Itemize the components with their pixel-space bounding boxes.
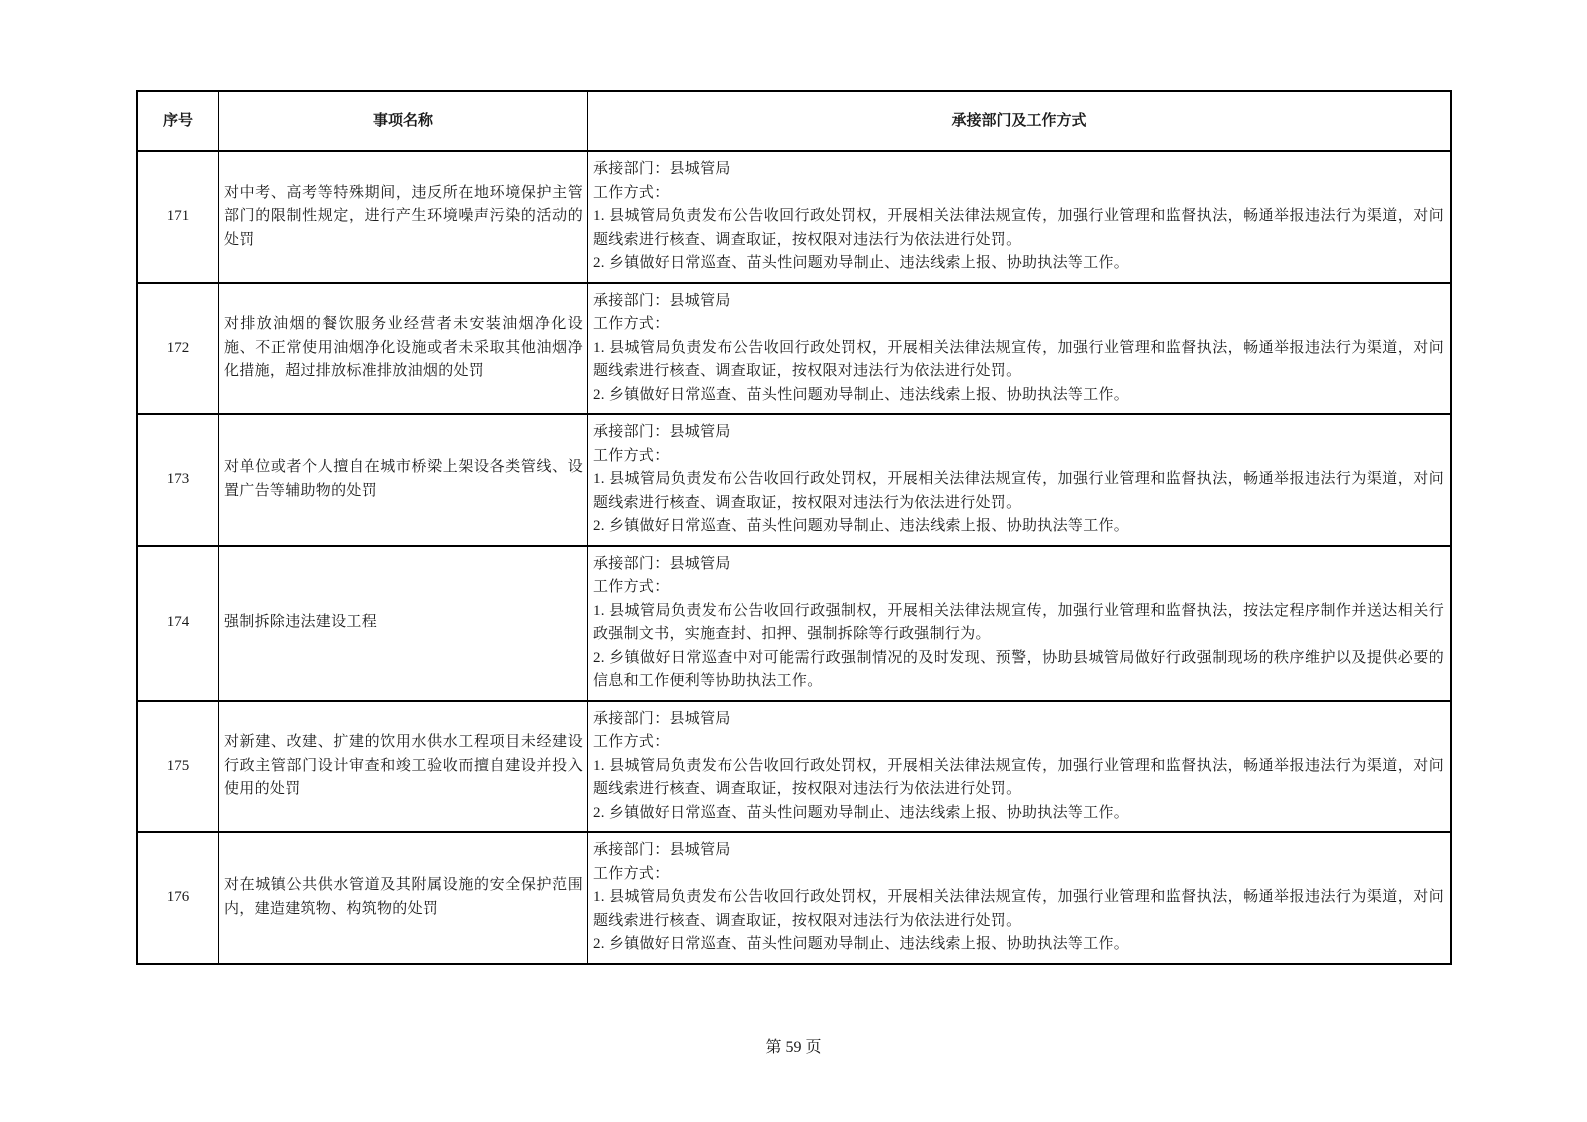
detail-line: 2. 乡镇做好日常巡查中对可能需行政强制情况的及时发现、预警，协助县城管局做好行政强制现场的秩序维护以及提供必要的信息和工作便利等协助执法工作。 [593,649,1444,689]
table-row [138,150,1450,282]
page-number: 第 59 页 [765,1039,822,1056]
row-number: 171 [166,208,190,224]
detail-line: 承接部门：县城管局 [593,161,731,177]
header-serial-number: 序号 [162,112,193,130]
row-detail [587,547,1450,700]
detail-line: 2. 乡镇做好日常巡查、苗头性问题劝导制止、违法线索上报、协助执法等工作。 [593,936,1130,952]
item-name: 对中考、高考等特殊期间，违反所在地环境保护主管部门的限制性规定，进行产生环境噪声污染的活动的处罚 [218,152,587,282]
detail-line: 工作方式： [593,865,670,882]
row-number: 176 [166,889,190,905]
header-item-name: 事项名称 [218,92,587,150]
row-number: 174 [166,614,190,631]
detail-line: 工作方式： [593,316,670,332]
detail-line: 工作方式： [593,579,670,595]
item-name: 对单位或者个人擅自在城市桥梁上架设各类管线、设置广告等辅助物的处罚 [218,415,587,545]
detail-line: 承接部门：县城管局 [593,292,731,309]
table-row [138,700,1450,832]
row-number: 173 [166,471,190,487]
detail-line: 1. 县城管局负责发布公告收回行政处罚权，开展相关法律法规宣传，加强行业管理和监督执法，畅通举报违法行为渠道，对问题线索进行核查、调查取证，按权限对违法行为依法进行处罚。 [593,471,1444,511]
row-number: 172 [166,339,190,356]
row-detail [587,415,1450,545]
row-number: 175 [166,757,190,774]
detail-line: 1. 县城管局负责发布公告收回行政处罚权，开展相关法律法规宣传，加强行业管理和监督执法，畅通举报违法行为渠道，对问题线索进行核查、调查取证，按权限对违法行为依法进行处罚。 [593,889,1444,929]
detail-line: 承接部门：县城管局 [593,710,731,727]
detail-line: 承接部门：县城管局 [593,842,731,858]
detail-line: 工作方式： [593,184,670,201]
row-detail [587,702,1450,832]
detail-line: 2. 乡镇做好日常巡查、苗头性问题劝导制止、违法线索上报、协助执法等工作。 [593,518,1130,534]
item-name: 对新建、改建、扩建的饮用水供水工程项目未经建设行政主管部门设计审查和竣工验收而擅自建设并投入使用的处罚 [218,702,587,832]
detail-line: 2. 乡镇做好日常巡查、苗头性问题劝导制止、违法线索上报、协助执法等工作。 [593,255,1130,271]
detail-line: 1. 县城管局负责发布公告收回行政处罚权，开展相关法律法规宣传，加强行业管理和监督执法，畅通举报违法行为渠道，对问题线索进行核查、调查取证，按权限对违法行为依法进行处罚。 [593,339,1444,379]
table-row [138,413,1450,545]
table-row [138,545,1450,700]
row-detail [587,152,1450,282]
detail-line: 承接部门：县城管局 [593,424,731,440]
detail-line: 1. 县城管局负责发布公告收回行政处罚权，开展相关法律法规宣传，加强行业管理和监督执法，畅通举报违法行为渠道，对问题线索进行核查、调查取证，按权限对违法行为依法进行处罚。 [593,208,1444,248]
detail-line: 2. 乡镇做好日常巡查、苗头性问题劝导制止、违法线索上报、协助执法等工作。 [593,804,1130,821]
items-table [136,90,1452,965]
detail-line: 1. 县城管局负责发布公告收回行政处罚权，开展相关法律法规宣传，加强行业管理和监督执法，畅通举报违法行为渠道，对问题线索进行核查、调查取证，按权限对违法行为依法进行处罚。 [593,757,1444,797]
header-department-method: 承接部门及工作方式 [587,92,1450,150]
table-header-row [138,92,1450,150]
detail-line: 2. 乡镇做好日常巡查、苗头性问题劝导制止、违法线索上报、协助执法等工作。 [593,386,1130,403]
table-row [138,282,1450,414]
detail-line: 工作方式： [593,447,670,464]
detail-line: 工作方式： [593,734,670,750]
item-name: 对排放油烟的餐饮服务业经营者未安装油烟净化设施、不正常使用油烟净化设施或者未采取其他油烟净化措施，超过排放标准排放油烟的处罚 [218,284,587,414]
item-name: 对在城镇公共供水管道及其附属设施的安全保护范围内，建造建筑物、构筑物的处罚 [218,833,587,963]
item-name: 强制拆除违法建设工程 [218,547,587,700]
row-detail [587,833,1450,963]
detail-line: 1. 县城管局负责发布公告收回行政强制权，开展相关法律法规宣传，加强行业管理和监督执法，按法定程序制作并送达相关行政强制文书，实施查封、扣押、强制拆除等行政强制行为。 [593,602,1444,642]
table-body [138,150,1450,963]
row-detail [587,284,1450,414]
table-row [138,831,1450,963]
detail-line: 承接部门：县城管局 [593,555,731,572]
